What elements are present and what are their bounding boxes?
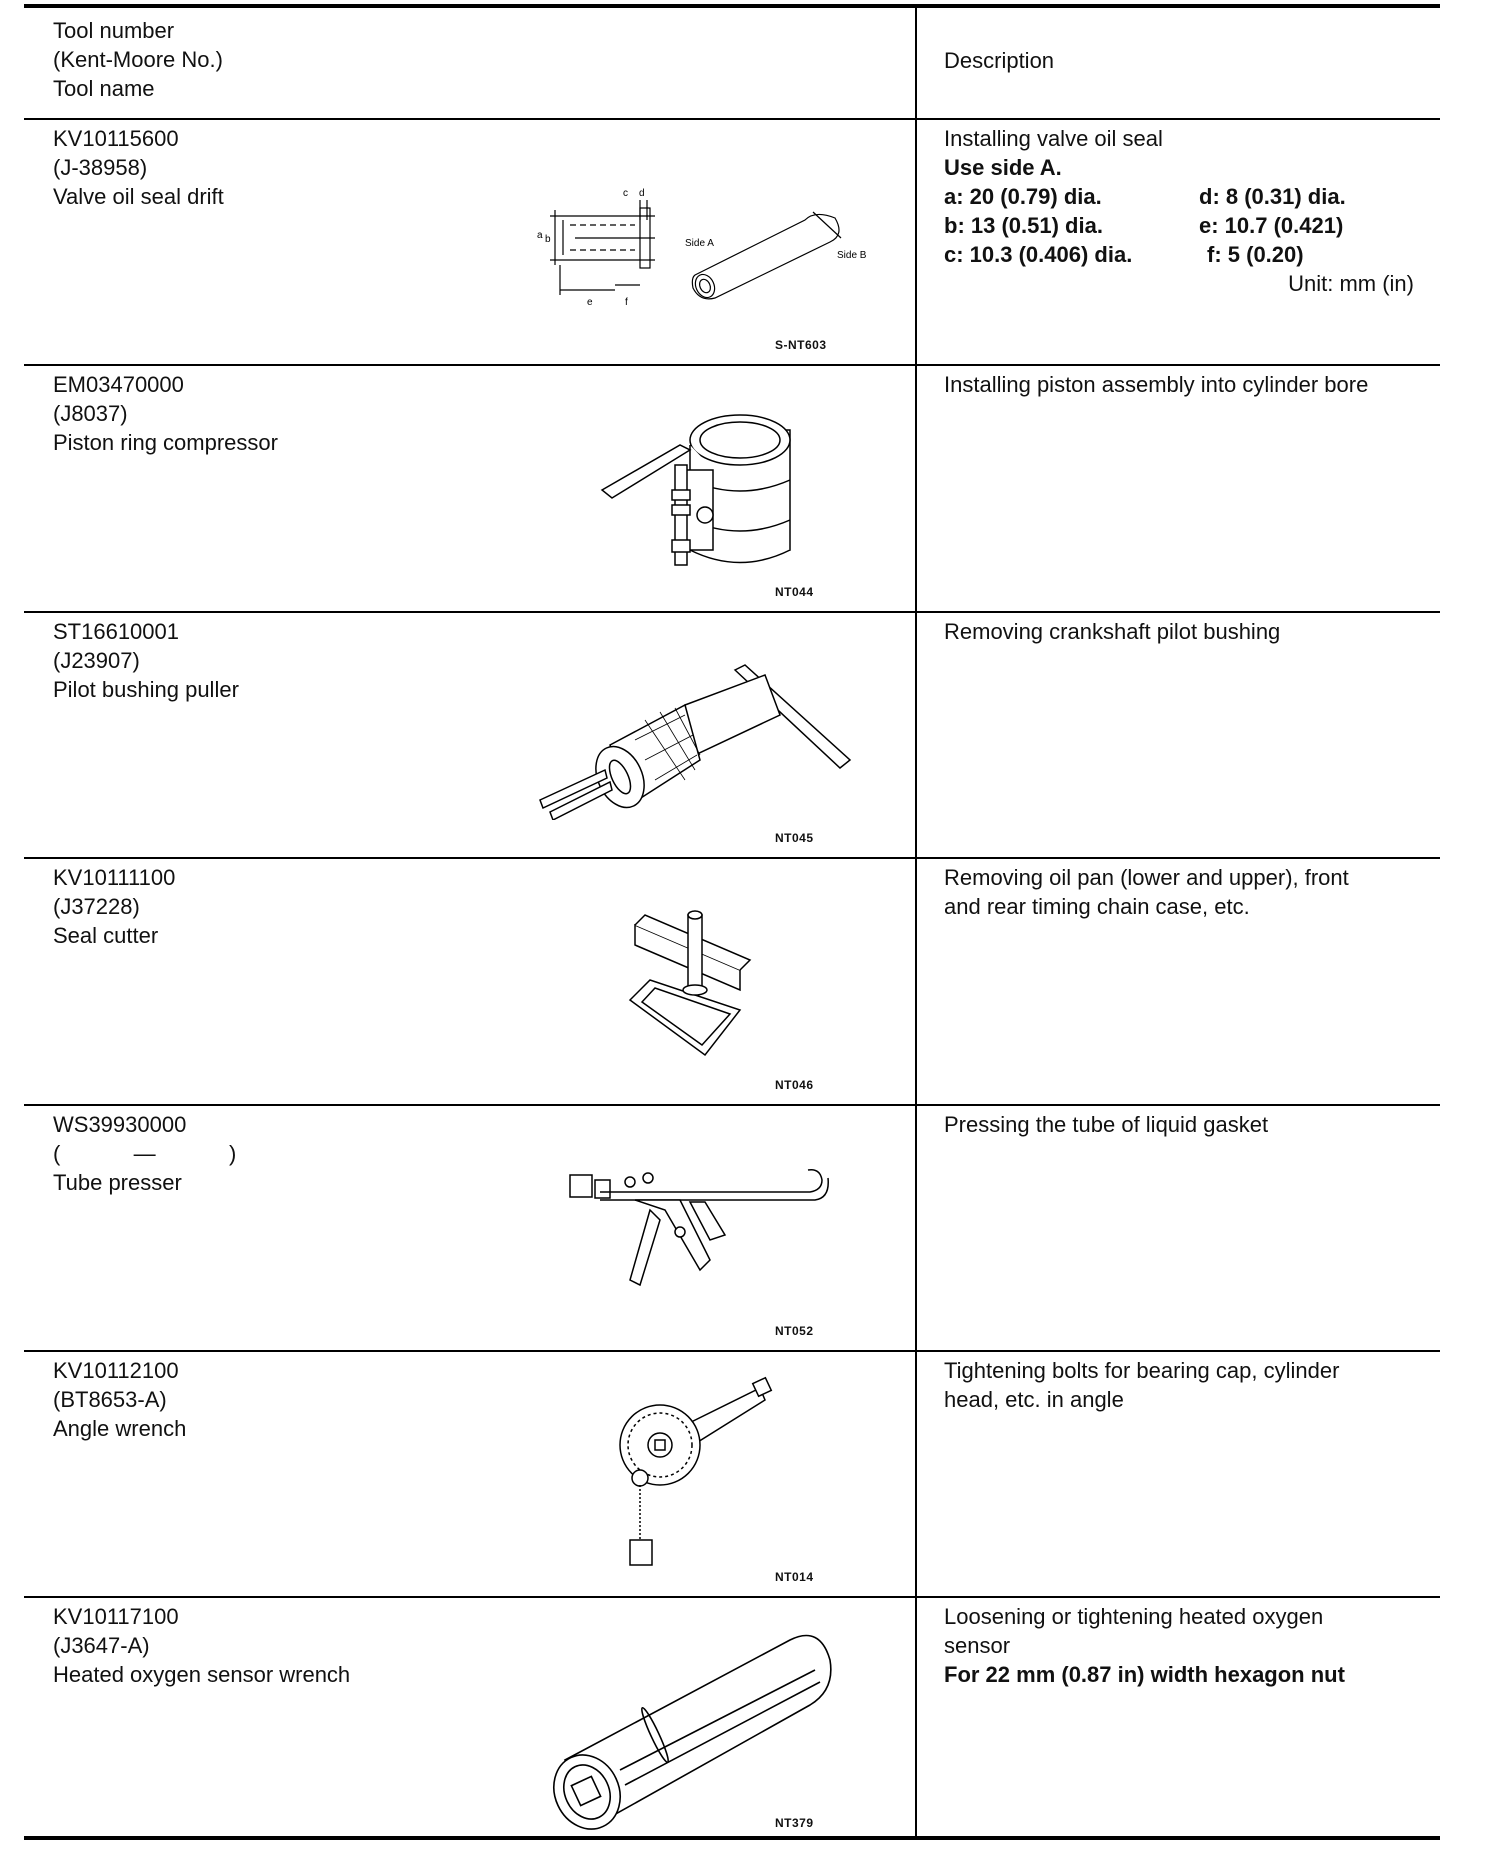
table-row [53,370,278,457]
spec-b: b: 13 (0.51) dia. [944,213,1103,238]
tool-name: Seal cutter [53,923,159,948]
kent-moore-number: (J23907) [53,648,140,673]
kent-moore-number: (J3647-A) [53,1633,150,1658]
tool-number: WS39930000 [53,1112,187,1137]
description-text: Pressing the tube of liquid gasket [944,1112,1269,1137]
figure-code: NT046 [775,1078,814,1092]
kent-moore-number: ( — ) [53,1141,237,1166]
description-cell [944,1602,1424,1689]
description-text: head, etc. in angle [944,1387,1124,1412]
tool-name: Pilot bushing puller [53,677,239,702]
dim-label-b: b [545,234,551,245]
description-cell [944,370,1424,399]
description-text: Installing valve oil seal [944,126,1163,151]
kent-moore-number: (J37228) [53,894,140,919]
figure-code: NT045 [775,831,814,845]
side-b-label: Side B [837,250,867,261]
figure-code: NT379 [775,1816,814,1830]
description-text: Installing piston assembly into cylinder bore [944,372,1369,397]
table-row [53,1356,186,1443]
row-divider [24,1104,1440,1106]
header-kent-moore: (Kent-Moore No.) [53,47,223,72]
description-text: Removing oil pan (lower and upper), front [944,865,1349,890]
header-tool-cell [53,16,223,103]
dim-label-f: f [625,297,628,308]
table-row [53,1602,350,1689]
row-divider [24,1350,1440,1352]
table-bottom-rule [24,1836,1440,1840]
description-cell [944,617,1424,646]
spec-f: f: 5 (0.20) [1207,242,1304,267]
table-row [53,617,239,704]
dim-label-a: a [537,230,543,241]
description-text: and rear timing chain case, etc. [944,894,1250,919]
header-description: Description [944,48,1055,73]
piston-ring-compressor-illustration [590,410,800,570]
tool-number: KV10117100 [53,1604,179,1629]
table-top-rule [24,4,1440,8]
heated-oxygen-sensor-wrench-illustration [545,1620,845,1835]
dim-label-e: e [587,297,593,308]
tool-name: Angle wrench [53,1416,187,1441]
valve-oil-seal-drift-illustration [515,180,895,320]
kent-moore-number: (J-38958) [53,155,148,180]
dimension-specs [944,182,1424,269]
row-divider [24,1596,1440,1598]
tool-number: ST16610001 [53,619,179,644]
description-cell [944,863,1424,921]
column-divider [915,8,917,1836]
description-text: Tightening bolts for bearing cap, cylinder [944,1358,1340,1383]
tool-number: KV10112100 [53,1358,179,1383]
figure-code: NT044 [775,585,814,599]
tool-name: Valve oil seal drift [53,184,224,209]
tool-name: Heated oxygen sensor wrench [53,1662,351,1687]
row-divider [24,118,1440,120]
row-divider [24,364,1440,366]
side-a-label: Side A [685,238,714,249]
description-text: Loosening or tightening heated oxygen [944,1604,1324,1629]
figure-code: NT014 [775,1570,814,1584]
description-text: sensor [944,1633,1011,1658]
unit-note: Unit: mm (in) [1288,271,1414,296]
header-tool-name: Tool name [53,76,155,101]
seal-cutter-illustration [620,910,770,1060]
spec-a: a: 20 (0.79) dia. [944,184,1102,209]
table-row [53,124,224,211]
table-row [53,1110,236,1197]
description-emphasis: Use side A. [944,155,1062,180]
header-tool-number: Tool number [53,18,175,43]
angle-wrench-illustration [615,1370,785,1580]
tool-name: Tube presser [53,1170,182,1195]
figure-code: S-NT603 [775,338,827,352]
row-divider [24,611,1440,613]
tool-number: EM03470000 [53,372,184,397]
description-emphasis: For 22 mm (0.87 in) width hexagon nut [944,1662,1345,1687]
table-row [53,863,175,950]
spec-e: e: 10.7 (0.421) [1199,213,1344,238]
figure-code: NT052 [775,1324,814,1338]
dim-label-c: c [623,188,628,199]
kent-moore-number: (J8037) [53,401,128,426]
tool-name: Piston ring compressor [53,430,278,455]
description-text: Removing crankshaft pilot bushing [944,619,1281,644]
spec-c: c: 10.3 (0.406) dia. [944,242,1133,267]
spec-d: d: 8 (0.31) dia. [1199,184,1346,209]
tube-presser-illustration [560,1160,830,1300]
description-cell [944,1110,1424,1139]
description-cell [944,1356,1424,1414]
dim-label-d: d [639,188,645,199]
tool-number: KV10111100 [53,865,176,890]
kent-moore-number: (BT8653-A) [53,1387,167,1412]
description-cell [944,124,1424,298]
row-divider [24,857,1440,859]
pilot-bushing-puller-illustration [535,660,855,820]
tool-number: KV10115600 [53,126,179,151]
